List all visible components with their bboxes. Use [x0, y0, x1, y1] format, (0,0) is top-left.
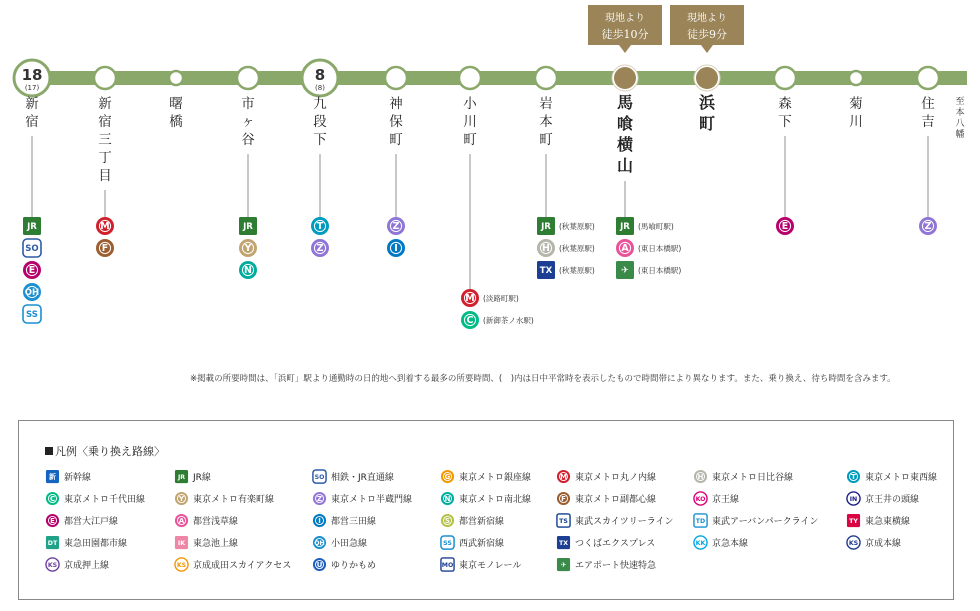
badge-code: U — [316, 560, 323, 569]
legend-title — [45, 443, 165, 459]
legend-badge — [175, 470, 188, 483]
line-badge-icon — [45, 469, 60, 484]
station-name-char: 丁 — [98, 150, 112, 166]
station-mori — [774, 67, 796, 235]
transfer-badge — [96, 217, 114, 235]
badge-code: M — [560, 472, 567, 481]
line-badge-icon — [312, 535, 327, 550]
legend-badge — [557, 558, 570, 571]
station-time: 8 — [314, 66, 326, 84]
line-badge-icon — [45, 557, 60, 572]
badge-code: T — [851, 472, 856, 481]
transfer-badge — [387, 217, 405, 235]
line-badge-icon — [556, 513, 571, 528]
station-name-char: 段 — [313, 114, 327, 130]
badge-code: N — [244, 265, 252, 277]
badge-code: H — [697, 472, 704, 481]
legend-badge — [46, 514, 59, 527]
legend-badge — [847, 492, 860, 505]
terminus-char: 八 — [955, 119, 965, 129]
badge-code: MO — [441, 561, 454, 569]
legend-badge — [694, 492, 707, 505]
transfer-station-label: (馬喰町駅) — [638, 222, 674, 231]
transfer-badge — [239, 239, 257, 257]
line-badge-icon — [45, 513, 60, 528]
legend-line-name: つくばエクスプレス — [575, 539, 656, 549]
legend-item — [440, 535, 504, 550]
legend-line-name: 小田急線 — [331, 539, 368, 549]
badge-code: Z — [924, 221, 932, 233]
legend-badge — [557, 514, 570, 527]
legend-item — [45, 469, 91, 484]
legend-item — [174, 469, 211, 484]
badge-code: G — [444, 472, 451, 481]
station-hama — [694, 65, 720, 133]
transfer-badge — [311, 217, 329, 235]
line-badge-icon — [440, 535, 455, 550]
legend-line-name: 都営浅草線 — [193, 517, 239, 527]
legend-badge — [175, 558, 188, 571]
badge-code: F — [101, 243, 109, 255]
station-baku — [612, 65, 681, 279]
line-badge-icon — [440, 491, 455, 506]
station-ogawa — [459, 67, 534, 329]
badge-code: TD — [695, 517, 706, 525]
legend-line-name: 京成成田スカイアクセス — [193, 561, 292, 571]
transfer-badge — [23, 305, 41, 323]
legend-item — [556, 557, 656, 572]
legend-item — [846, 513, 910, 528]
station-name-char: 市 — [241, 96, 255, 112]
legend-line-name: ゆりかもめ — [331, 561, 377, 571]
station-name-char: 神 — [389, 96, 403, 112]
legend-badge — [441, 536, 454, 549]
legend-item — [556, 491, 656, 506]
legend-badge — [694, 514, 707, 527]
legend-badge — [694, 536, 707, 549]
station-name-char: 岩 — [539, 96, 553, 112]
legend-item — [846, 535, 901, 550]
transfer-badge — [239, 217, 257, 235]
badge-code: SS — [443, 539, 452, 547]
legend-line-name: 京急本線 — [712, 539, 749, 549]
line-badge-icon — [174, 535, 189, 550]
legend-badge — [557, 536, 570, 549]
station-iwamoto — [535, 67, 595, 279]
station-name-char: 町 — [463, 132, 477, 148]
station-name-char: 三 — [98, 132, 112, 148]
legend-item — [693, 469, 793, 484]
line-badge-icon — [312, 513, 327, 528]
badge-code: C — [49, 494, 56, 503]
legend-item — [440, 557, 521, 572]
square-bullet-icon — [45, 447, 53, 455]
badge-code: KO — [695, 495, 706, 503]
transfer-badge — [919, 217, 937, 235]
transfer-badge — [537, 239, 555, 257]
legend-item — [556, 469, 656, 484]
legend-line-name: 東京メトロ丸ノ内線 — [575, 473, 657, 483]
legend-item — [440, 469, 531, 484]
transfer-badge — [23, 217, 41, 235]
callout-line1: 現地より — [605, 13, 645, 24]
station-name-char: 曙 — [169, 96, 183, 112]
badge-code: H — [542, 243, 550, 255]
transfer-badge — [616, 217, 634, 235]
transfer-badge — [616, 239, 634, 257]
line-badge-icon — [693, 535, 708, 550]
legend-line-name: 東急池上線 — [193, 539, 239, 549]
legend-line-name: 東武スカイツリーライン — [575, 517, 674, 527]
transfer-badge — [23, 261, 41, 279]
legend-title-text: 凡例〈乗り換え路線〉 — [55, 445, 165, 458]
line-badge-icon — [693, 469, 708, 484]
callout-line2: 徒歩10分 — [601, 28, 649, 41]
badge-code: IN — [849, 495, 858, 503]
badge-code: TY — [849, 517, 858, 525]
line-badge-icon — [556, 469, 571, 484]
legend-badge — [175, 536, 188, 549]
transfer-badge — [96, 239, 114, 257]
line-badge-icon — [846, 513, 861, 528]
transfer-badge — [461, 311, 479, 329]
transfer-badge — [537, 217, 555, 235]
badge-code: OH — [24, 288, 40, 299]
station-name-char: 目 — [98, 168, 112, 184]
badge-code: JR — [620, 222, 630, 233]
legend-badge — [694, 470, 707, 483]
line-badge-icon — [312, 469, 327, 484]
legend-line-name: 京成押上線 — [64, 561, 110, 571]
transfer-badge — [776, 217, 794, 235]
station-name-char: 川 — [463, 114, 477, 130]
transfer-badge — [239, 261, 257, 279]
badge-code: JR — [27, 222, 37, 233]
legend-line-name: 東京メトロ副都心線 — [575, 495, 657, 505]
station-name-char: 小 — [463, 96, 477, 112]
legend-item — [846, 469, 937, 484]
transfer-station-label: (新御茶ノ水駅) — [483, 316, 534, 325]
badge-code: JR — [541, 222, 551, 233]
legend-badge — [46, 558, 59, 571]
station-name-char: 山 — [616, 156, 634, 175]
legend-item — [174, 535, 238, 550]
legend-item — [45, 491, 145, 506]
legend-item — [556, 535, 655, 550]
line-badge-icon — [174, 513, 189, 528]
badge-code: OH — [314, 539, 325, 547]
legend-badge — [847, 470, 860, 483]
line-badge-icon — [556, 491, 571, 506]
legend-item — [312, 491, 412, 506]
line-badge-icon — [45, 491, 60, 506]
legend-item — [45, 513, 118, 528]
terminus-char: 本 — [955, 108, 965, 118]
station-name-char: 町 — [698, 114, 716, 133]
badge-code: TX — [558, 539, 569, 547]
legend-badge — [313, 536, 326, 549]
station-name-char: 川 — [849, 114, 863, 130]
station-sumi — [917, 67, 939, 235]
legend-badge — [847, 536, 860, 549]
line-badge-icon — [174, 491, 189, 506]
transfer-badge — [461, 289, 479, 307]
legend-line-name: 東京メトロ南北線 — [459, 495, 532, 505]
terminus-char: 至 — [955, 97, 965, 107]
legend-item — [440, 491, 531, 506]
legend-badge — [46, 536, 59, 549]
badge-code: IK — [177, 539, 186, 547]
badge-code: M — [100, 221, 110, 233]
legend-line-name: 新幹線 — [64, 473, 92, 483]
legend-badge — [46, 492, 59, 505]
line-badge-icon — [440, 557, 455, 572]
line-badge-icon — [846, 469, 861, 484]
legend-line-name: 東急東横線 — [865, 517, 911, 527]
legend-line-name: JR線 — [193, 473, 211, 483]
legend-line-name: 都営大江戸線 — [64, 517, 119, 527]
legend-line-name: エアポート快速特急 — [575, 561, 657, 571]
station-name-char: 町 — [389, 132, 403, 148]
line-badge-icon — [174, 557, 189, 572]
station-time-offpeak: (17) — [24, 84, 40, 92]
legend-item — [174, 491, 274, 506]
badge-code: F — [561, 494, 566, 503]
callout-line1: 現地より — [687, 13, 727, 24]
badge-code: Y — [179, 494, 184, 503]
station-name-char: 新 — [25, 96, 39, 112]
station-name-char: 谷 — [241, 132, 255, 148]
legend-badge — [441, 492, 454, 505]
transfer-badge — [311, 239, 329, 257]
legend-line-name: 東急田園都市線 — [64, 539, 128, 549]
legend-item — [312, 535, 367, 550]
line-badge-icon — [174, 469, 189, 484]
legend-badge — [46, 470, 59, 483]
legend-badge — [441, 514, 454, 527]
station-name-char: 吉 — [921, 114, 935, 130]
legend-line-name: 東京メトロ半蔵門線 — [331, 495, 413, 505]
badge-code: I — [394, 243, 398, 255]
badge-code: Y — [244, 243, 252, 255]
legend-item — [312, 469, 394, 484]
legend-badge — [847, 514, 860, 527]
line-badge-icon — [45, 535, 60, 550]
station-jimbo — [385, 67, 407, 257]
station-name-char: 浜 — [698, 93, 716, 112]
badge-code: SS — [26, 310, 38, 321]
station-name-char: 下 — [313, 132, 327, 148]
legend-badge — [175, 514, 188, 527]
station-name-char: 喰 — [616, 114, 634, 133]
terminus-char: 幡 — [955, 130, 965, 140]
legend-item — [440, 513, 504, 528]
station-name-char: 森 — [778, 96, 792, 112]
transfer-station-label: (東日本橋駅) — [638, 266, 682, 275]
badge-code: KK — [695, 539, 706, 547]
legend-badge — [313, 470, 326, 483]
station-name-char: 町 — [539, 132, 553, 148]
line-badge-icon — [693, 513, 708, 528]
station-name-char: 宿 — [98, 114, 112, 130]
badge-code: C — [466, 315, 474, 327]
station-name-char: 九 — [313, 96, 327, 112]
badge-code: A — [178, 516, 185, 525]
walk-callout — [670, 5, 744, 53]
line-badge-icon — [312, 557, 327, 572]
legend-item — [45, 557, 109, 572]
legend-line-name: 京王井の頭線 — [865, 495, 920, 505]
terminus-label — [955, 96, 964, 140]
station-name-char: 宿 — [25, 114, 39, 130]
transfer-badge — [23, 239, 41, 257]
line-badge-icon — [556, 557, 571, 572]
station-shinjuku3 — [94, 67, 116, 257]
badge-code: TS — [559, 517, 568, 525]
station-name-char: 本 — [539, 114, 553, 130]
badge-code: JR — [177, 473, 186, 481]
legend-line-name: 東京メトロ銀座線 — [459, 473, 532, 483]
legend-item — [45, 535, 127, 550]
legend-item — [693, 513, 818, 528]
badge-code: I — [318, 516, 321, 525]
line-badge-icon — [846, 491, 861, 506]
line-badge-icon — [846, 535, 861, 550]
transfer-badge — [387, 239, 405, 257]
line-badge-icon — [440, 469, 455, 484]
legend-line-name: 西武新宿線 — [459, 539, 505, 549]
station-name-char: 保 — [389, 114, 403, 130]
legend-line-name: 東京メトロ千代田線 — [64, 495, 146, 505]
station-name-char: 新 — [98, 96, 112, 112]
legend-line-name: 東京メトロ東西線 — [865, 473, 938, 483]
legend-item — [693, 535, 748, 550]
badge-code: KS — [176, 561, 187, 569]
station-name-char: 橋 — [169, 114, 183, 130]
badge-code: KS — [848, 539, 859, 547]
station-name-char: 住 — [921, 96, 935, 112]
legend-item — [174, 557, 291, 572]
badge-code: S — [445, 516, 450, 525]
legend-badge — [175, 492, 188, 505]
station-kiku — [849, 71, 863, 130]
badge-code: A — [621, 243, 629, 255]
legend-item — [312, 557, 376, 572]
legend-badge — [313, 492, 326, 505]
badge-code: DT — [47, 539, 58, 547]
legend-line-name: 東武アーバンパークライン — [712, 517, 819, 527]
transfer-station-label: (秋葉原駅) — [559, 244, 595, 253]
station-name-char: 菊 — [849, 96, 863, 112]
station-shinjuku — [14, 60, 50, 323]
legend-badge — [313, 558, 326, 571]
legend-item — [846, 491, 919, 506]
badge-code: TX — [539, 266, 553, 277]
transfer-badge — [537, 261, 555, 279]
legend-line-name: 東京メトロ日比谷線 — [712, 473, 794, 483]
badge-code: T — [316, 221, 324, 233]
legend-line-name: 京王線 — [712, 495, 740, 505]
transfer-station-label: (秋葉原駅) — [559, 266, 595, 275]
badge-code: ✈ — [560, 560, 567, 569]
station-time: 18 — [21, 66, 43, 84]
badge-code: KS — [47, 561, 58, 569]
footnote: ※掲載の所要時間は、「浜町」駅より通勤時の日的地へ到着する最多の所要時間、( )内は日中平常時を表示したもので時間帯により異なります。また、乗り換え、待ち時間を含みます。 — [190, 374, 896, 384]
legend-item — [556, 513, 673, 528]
badge-code: N — [444, 494, 451, 503]
badge-code: SO — [314, 473, 325, 481]
legend-line-name: 相鉄・JR直通線 — [331, 473, 394, 483]
station-kudan — [302, 60, 338, 257]
legend-line-name: 東京メトロ有楽町線 — [193, 495, 275, 505]
transfer-station-label: (東日本橋駅) — [638, 244, 682, 253]
line-badge-icon — [556, 535, 571, 550]
transfer-badge — [23, 283, 41, 301]
legend-badge — [557, 492, 570, 505]
line-badge-icon — [440, 513, 455, 528]
legend-badge — [557, 470, 570, 483]
station-name-char: 馬 — [616, 93, 634, 112]
badge-code: ✈ — [621, 265, 629, 277]
legend-badge — [441, 470, 454, 483]
badge-code: Z — [392, 221, 400, 233]
legend-line-name: 都営新宿線 — [459, 517, 505, 527]
legend-item — [312, 513, 376, 528]
callout-line2: 徒歩9分 — [687, 28, 727, 41]
legend-badge — [441, 558, 454, 571]
badge-code: E — [781, 221, 789, 233]
badge-code: E — [28, 265, 36, 277]
station-name-char: 下 — [778, 114, 792, 130]
station-akebono — [169, 71, 183, 130]
badge-code: 新 — [49, 472, 56, 481]
station-time-offpeak: (8) — [315, 84, 325, 92]
legend-item — [174, 513, 238, 528]
legend-item — [693, 491, 739, 506]
badge-code: M — [465, 293, 475, 305]
badge-code: E — [50, 516, 55, 525]
legend-line-name: 都営三田線 — [331, 517, 377, 527]
badge-code: JR — [243, 222, 253, 233]
walk-callout — [588, 5, 662, 53]
line-badge-icon — [312, 491, 327, 506]
line-badge-icon — [693, 491, 708, 506]
legend-line-name: 東京モノレール — [459, 561, 522, 571]
transfer-station-label: (秋葉原駅) — [559, 222, 595, 231]
badge-code: Z — [316, 243, 324, 255]
station-name-char: ヶ — [241, 114, 255, 130]
badge-code: Z — [317, 494, 322, 503]
station-name-char: 横 — [616, 135, 634, 154]
legend-line-name: 京成本線 — [865, 539, 902, 549]
legend-badge — [313, 514, 326, 527]
badge-code: SO — [25, 244, 39, 255]
legend-box — [18, 420, 954, 600]
station-ichigaya — [237, 67, 259, 279]
transfer-badge — [616, 261, 634, 279]
transfer-station-label: (淡路町駅) — [483, 294, 519, 303]
